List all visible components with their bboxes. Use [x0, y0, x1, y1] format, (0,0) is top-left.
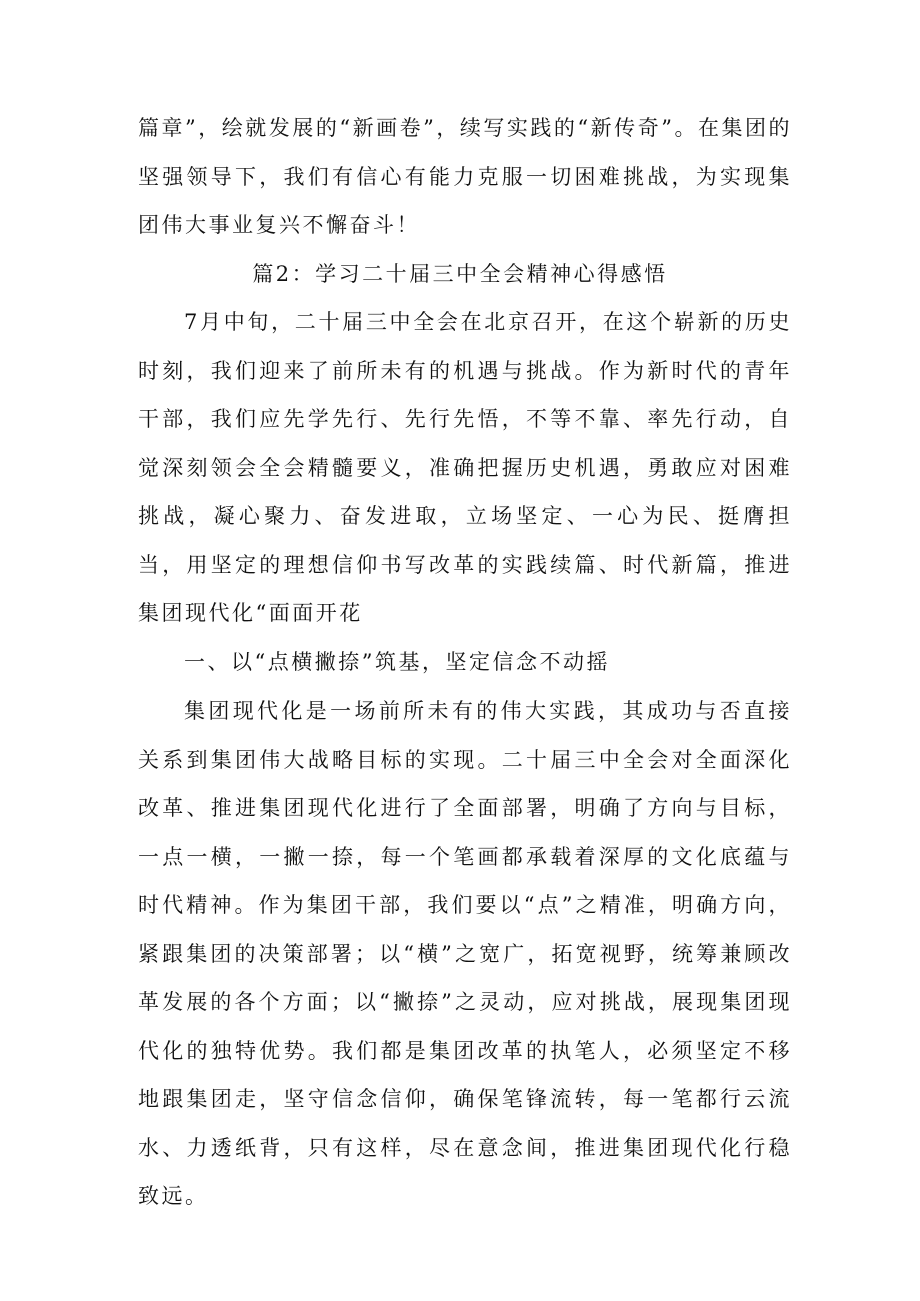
article-title: 篇2：学习二十届三中全会精神心得感悟 [252, 262, 668, 286]
section-paragraph: 集团现代化是一场前所未有的伟大实践，其成功与否直接关系到集团伟大战略目标的实现。二十届三中全会对全面深化改革、推进集团现代化进行了全面部署，明确了方向与目标，一点一横，一撇一捺，每一个笔画都承载着深厚的文化底蕴与时代精神。作为集团干部，我们要以“点”之精准，明确方向，紧跟集团的决策部署；以“横”之宽广，拓宽视野，统筹兼顾改革发展的各个方面；以“撇捺”之灵动，应对挑战，展现集团现代化的独特优势。我们都是集团改革的执笔人，必须坚定不移地跟集团走，坚守信念信仰，确保笔锋流转，每一笔都行云流水、力透纸背，只有这样，尽在意念间，推进集团现代化行稳致远。 [138, 699, 792, 1208]
section-heading: 一、以“点横撇捺”筑基，坚定信念不动摇 [184, 650, 610, 674]
continuation-paragraph: 篇章”，绘就发展的“新画卷”，续写实践的“新传奇”。在集团的坚强领导下，我们有信心有能力克服一切困难挑战，为实现集团伟大事业复兴不懈奋斗！ [138, 116, 792, 237]
intro-paragraph: 7月中旬，二十届三中全会在北京召开，在这个崭新的历史时刻，我们迎来了前所未有的机遇与挑战。作为新时代的青年干部，我们应先学先行、先行先悟，不等不靠、率先行动，自觉深刻领会全会精髓要义，准确把握历史机遇，勇敢应对困难挑战，凝心聚力、奋发进取，立场坚定、一心为民、挺膺担当，用坚定的理想信仰书写改革的实践续篇、时代新篇，推进集团现代化“面面开花 [138, 310, 792, 625]
